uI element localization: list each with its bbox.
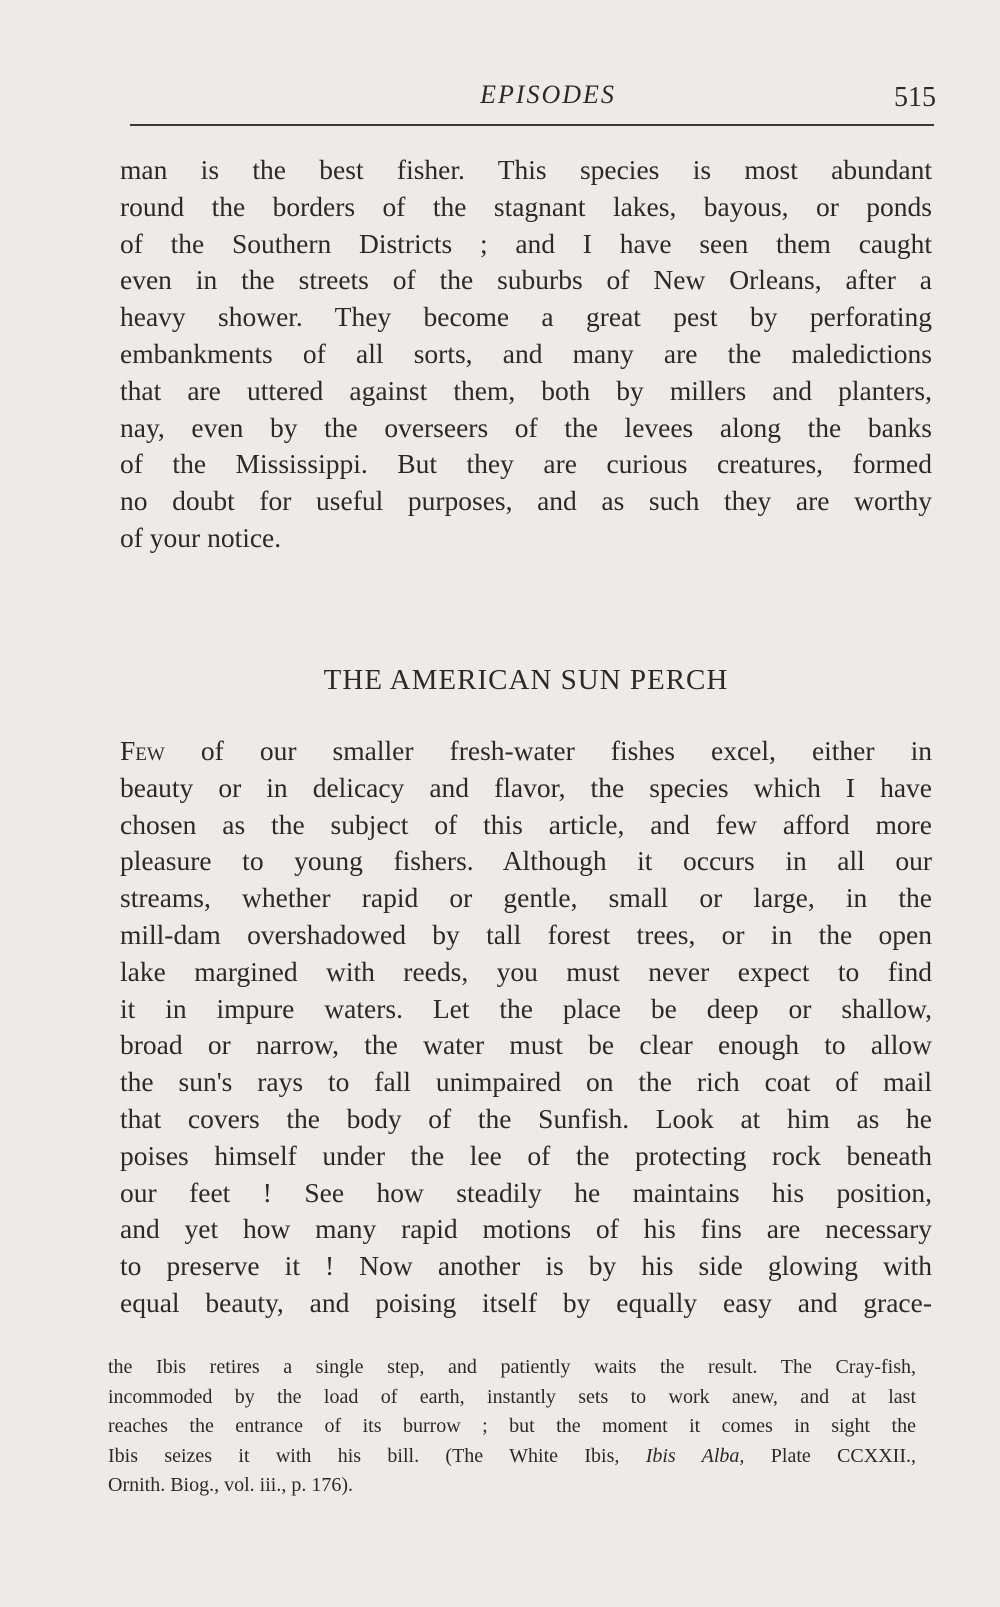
paragraph-sun-perch: [120, 733, 932, 1322]
footnote-line: Ornith. Biog., vol. iii., p. 176).: [108, 1474, 353, 1496]
page-number: 515: [894, 82, 936, 113]
text-line: that are uttered against them, both by millers and planters,: [120, 374, 932, 406]
text-line: man is the best fisher. This species is most abundant: [120, 154, 932, 185]
footnote-text: Ibis seizes it with his bill. (The White Ibis,: [108, 1444, 646, 1467]
footnote: [108, 1353, 916, 1501]
text-line: our feet ! See how steadily he maintains his position,: [120, 1176, 932, 1208]
footnote-line: [108, 1442, 916, 1472]
running-title: EPISODES: [480, 80, 616, 109]
text-line: broad or narrow, the water must be clear enough to allow: [120, 1029, 932, 1061]
text-line: equal beauty, and poising itself by equally easy and grace-: [120, 1286, 932, 1318]
text-line: mill-dam overshadowed by tall forest trees, or in the open: [120, 918, 932, 950]
running-head: [128, 74, 936, 114]
text-line: poises himself under the lee of the protecting rock beneath: [120, 1139, 932, 1171]
footnote-line: the Ibis retires a single step, and patiently waits the result. The Cray-fish,: [108, 1356, 916, 1378]
text-line: pleasure to young fishers. Although it occurs in all our: [120, 845, 932, 877]
footnote-line: reaches the entrance of its burrow ; but the moment it comes in sight the: [108, 1415, 916, 1437]
drop-word: Few: [120, 735, 165, 766]
text-line: embankments of all sorts, and many are the maledictions: [120, 337, 932, 369]
text-line: beauty or in delicacy and flavor, the species which I have: [120, 771, 932, 803]
text-line: chosen as the subject of this article, and few afford more: [120, 808, 932, 840]
text-line: streams, whether rapid or gentle, small or large, in the: [120, 882, 932, 914]
text-line: no doubt for useful purposes, and as such they are worthy: [120, 485, 932, 517]
text-line: heavy shower. They become a great pest by perforating: [120, 301, 932, 333]
text-line: of your notice.: [120, 521, 282, 553]
text-line: lake margined with reeds, you must never expect to find: [120, 955, 932, 987]
text-line: nay, even by the overseers of the levees along the banks: [120, 411, 932, 443]
text-line: round the borders of the stagnant lakes, bayous, or ponds: [120, 190, 932, 222]
text-line: of the Mississippi. But they are curious creatures, formed: [120, 448, 932, 480]
text-line: that covers the body of the Sunfish. Look at him as he: [120, 1102, 932, 1134]
text-line: and yet how many rapid motions of his fins are necessary: [120, 1213, 932, 1245]
text-line: [120, 733, 932, 770]
text-line-rest: of our smaller fresh-water fishes excel, either in: [164, 735, 932, 766]
text-line: it in impure waters. Let the place be deep or shallow,: [120, 992, 932, 1024]
text-line: of the Southern Districts ; and I have seen them caught: [120, 227, 932, 259]
text-line: even in the streets of the suburbs of New Orleans, after a: [120, 264, 932, 296]
paragraph-continued: [120, 152, 932, 557]
header-rule: [130, 124, 934, 126]
footnote-text: Plate CCXXII.,: [744, 1444, 916, 1467]
footnote-line: incommoded by the load of earth, instantly sets to work anew, and at last: [108, 1385, 916, 1408]
section-heading: THE AMERICAN SUN PERCH: [323, 664, 729, 696]
species-name: Ibis Alba,: [645, 1444, 745, 1467]
text-line: to preserve it ! Now another is by his side glowing with: [120, 1250, 932, 1282]
text-line: the sun's rays to fall unimpaired on the rich coat of mail: [120, 1066, 932, 1098]
